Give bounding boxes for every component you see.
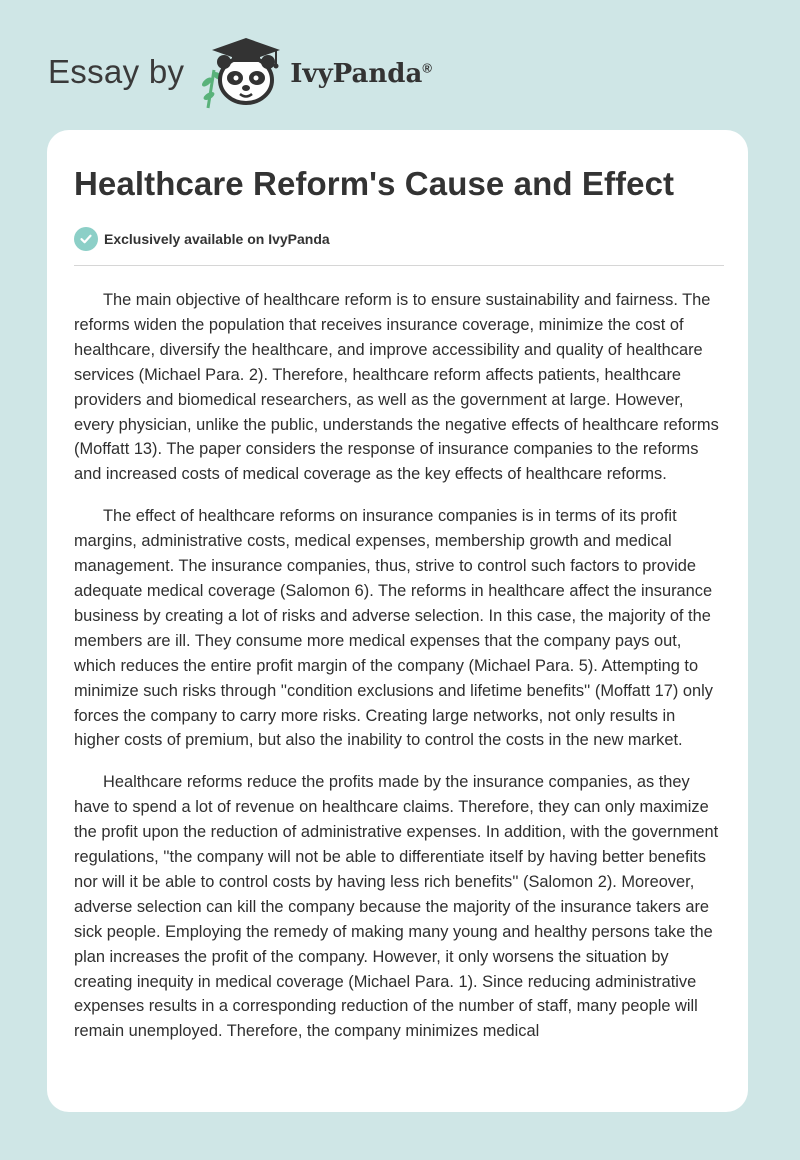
site-header (48, 30, 432, 110)
brand-name: IvyPanda® (290, 59, 432, 89)
exclusive-badge-label: Exclusively available on IvyPanda (104, 231, 330, 247)
essay-paragraph: The main objective of healthcare reform is to ensure sustainability and fairness. The reforms widen the population that receives insurance coverage, minimize the cost of healthcare, diversify the healthcare, and improve accessibility and quality of healthcare services (Michael Para. 2). Therefore, healthcare reform affects patients, healthcare providers and biomedical researchers, as well as the government at large. However, every physician, unlike the public, understands the negative effects of healthcare reforms (Moffatt 13). The paper considers the response of insurance companies to the reforms and increased costs of medical coverage as the key effects of healthcare reforms. (74, 291, 719, 484)
check-circle-icon (74, 227, 98, 251)
brand-prefix: Essay by (48, 53, 185, 90)
essay-card (47, 130, 748, 1112)
essay-paragraph: Healthcare reforms reduce the profits made by the insurance companies, as they have to spend a lot of revenue on healthcare claims. Therefore, they can only maximize the profit upon the reduction of administrative expenses. In addition, with the government regulations, ''the company will not be able to differentiate itself by having better benefits nor will it be able to control costs by having less rich benefits'' (Salomon 2). Moreover, adverse selection can kill the company because the majority of the insurance takers are sick people. Employing the remedy of making many young and healthy persons take the plan increases the profit of the company. However, it only worsens the situation by creating inequity in medical coverage (Michael Para. 1). Since reducing administrative expenses results in a corresponding reduction of the number of staff, many people will remain unemployed. Therefore, the company minimizes medical (74, 773, 719, 1041)
divider (74, 265, 724, 266)
essay-paragraph: The effect of healthcare reforms on insurance companies is in terms of its profit margins, administrative costs, medical expenses, membership growth and medical management. The insurance companies, thus, strive to control such factors to provide adequate medical coverage (Salomon 6). The reforms in healthcare affect the insurance business by creating a lot of risks and adverse selection. In this case, the majority of the members are ill. They consume more medical expenses that the company pays out, which reduces the entire profit margin of the company (Michael Para. 5). Attempting to minimize such risks through ''condition exclusions and lifetime benefits'' (Moffatt 17) only forces the company to carry more risks. Creating large networks, not only results in higher costs of premium, but also the inability to control the costs in the new market. (74, 507, 713, 750)
registered-mark: ® (422, 60, 432, 76)
exclusive-badge (74, 226, 724, 252)
panda-graduate-icon (200, 30, 284, 110)
page-title: Healthcare Reform's Cause and Effect (74, 165, 675, 202)
